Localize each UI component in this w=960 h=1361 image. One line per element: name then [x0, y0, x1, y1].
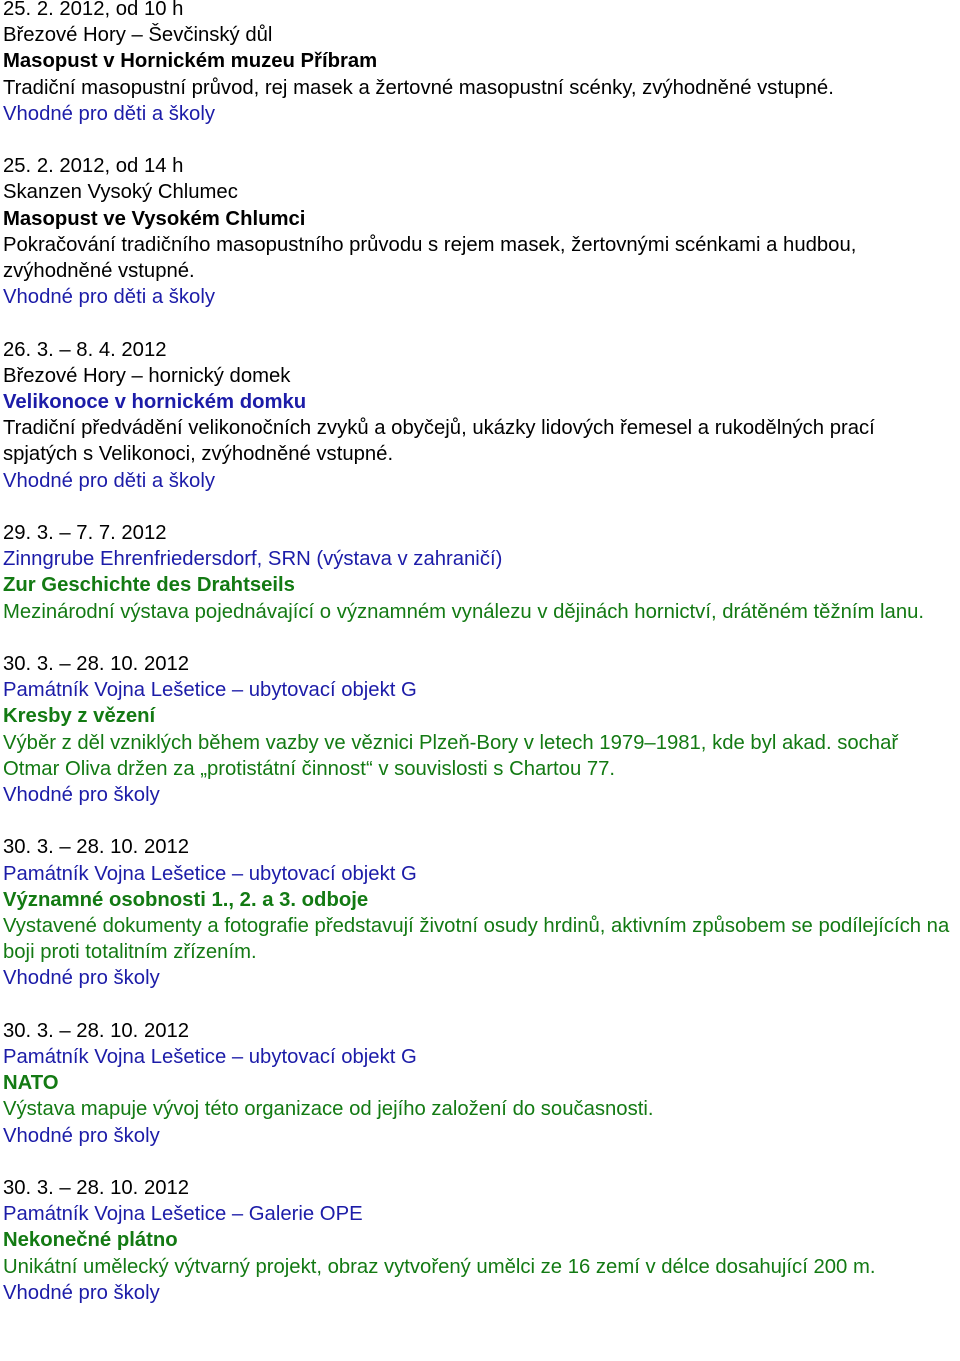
event-audience: Vhodné pro děti a školy	[3, 286, 215, 309]
event-description: Tradiční předvádění velikonočních zvyků a obyčejů, ukázky lidových řemesel a rukodělných prací spjatých s Velikonoci, zvýhodněné vstupné.	[3, 417, 875, 466]
event-entry	[3, 0, 953, 127]
event-description: Výběr z děl vzniklých během vazby ve věznici Plzeň-Bory v letech 1979–1981, kde byl akad. sochař Otmar Oliva držen za „protistátní činnost“ v souvislosti s Chartou 77.	[3, 731, 899, 780]
event-entry	[3, 1175, 953, 1306]
event-date: 29. 3. – 7. 7. 2012	[3, 522, 167, 545]
event-title: Velikonoce v hornickém domku	[3, 391, 307, 414]
event-date: 30. 3. – 28. 10. 2012	[3, 1177, 190, 1200]
event-date: 26. 3. – 8. 4. 2012	[3, 338, 167, 361]
event-description: Tradiční masopustní průvod, rej masek a žertovné masopustní scénky, zvýhodněné vstupné.	[3, 76, 834, 99]
event-place: Březové Hory – hornický domek	[3, 364, 291, 387]
event-entry	[3, 834, 953, 991]
event-audience: Vhodné pro děti a školy	[3, 469, 215, 492]
event-place: Zinngrube Ehrenfriedersdorf, SRN (výstava v zahraničí)	[3, 548, 503, 571]
event-date: 30. 3. – 28. 10. 2012	[3, 653, 190, 676]
event-entry	[3, 651, 953, 808]
event-entry	[3, 520, 953, 625]
event-description: Unikátní umělecký výtvarný projekt, obraz vytvořený umělci ze 16 zemí v délce dosahující 200 m.	[3, 1255, 876, 1278]
event-place: Památník Vojna Lešetice – ubytovací objekt G	[3, 679, 417, 702]
event-audience: Vhodné pro školy	[3, 1124, 160, 1147]
event-place: Památník Vojna Lešetice – Galerie OPE	[3, 1203, 363, 1226]
event-title: Významné osobnosti 1., 2. a 3. odboje	[3, 888, 369, 911]
event-place: Památník Vojna Lešetice – ubytovací objekt G	[3, 1046, 417, 1069]
event-title: Masopust ve Vysokém Chlumci	[3, 207, 306, 230]
event-title: Nekonečné plátno	[3, 1229, 178, 1252]
event-date: 25. 2. 2012, od 10 h	[3, 0, 184, 20]
event-description: Vystavené dokumenty a fotografie představují životní osudy hrdinů, aktivním způsobem se podílejících na boji proti totalitním zřízením.	[3, 915, 950, 964]
event-list	[3, 0, 953, 1306]
event-date: 30. 3. – 28. 10. 2012	[3, 836, 190, 859]
event-entry	[3, 153, 953, 310]
event-audience: Vhodné pro děti a školy	[3, 102, 215, 125]
event-entry	[3, 337, 953, 494]
event-date: 25. 2. 2012, od 14 h	[3, 155, 184, 178]
event-title: Masopust v Hornickém muzeu Příbram	[3, 50, 378, 73]
event-place: Skanzen Vysoký Chlumec	[3, 181, 238, 204]
event-place: Březové Hory – Ševčinský důl	[3, 24, 273, 47]
event-description: Mezinárodní výstava pojednávající o významném vynálezu v dějinách hornictví, drátěném těžním lanu.	[3, 600, 925, 623]
event-audience: Vhodné pro školy	[3, 967, 160, 990]
event-date: 30. 3. – 28. 10. 2012	[3, 1019, 190, 1042]
event-title: Kresby z vězení	[3, 705, 156, 728]
event-description: Výstava mapuje vývoj této organizace od jejího založení do současnosti.	[3, 1098, 654, 1121]
event-audience: Vhodné pro školy	[3, 784, 160, 807]
event-audience: Vhodné pro školy	[3, 1281, 160, 1304]
event-description: Pokračování tradičního masopustního průvodu s rejem masek, žertovnými scénkami a hudbou, zvýhodněné vstupné.	[3, 233, 857, 283]
event-place: Památník Vojna Lešetice – ubytovací objekt G	[3, 862, 417, 885]
event-entry	[3, 1018, 953, 1149]
event-title: Zur Geschichte des Drahtseils	[3, 574, 295, 597]
event-title: NATO	[3, 1072, 59, 1095]
